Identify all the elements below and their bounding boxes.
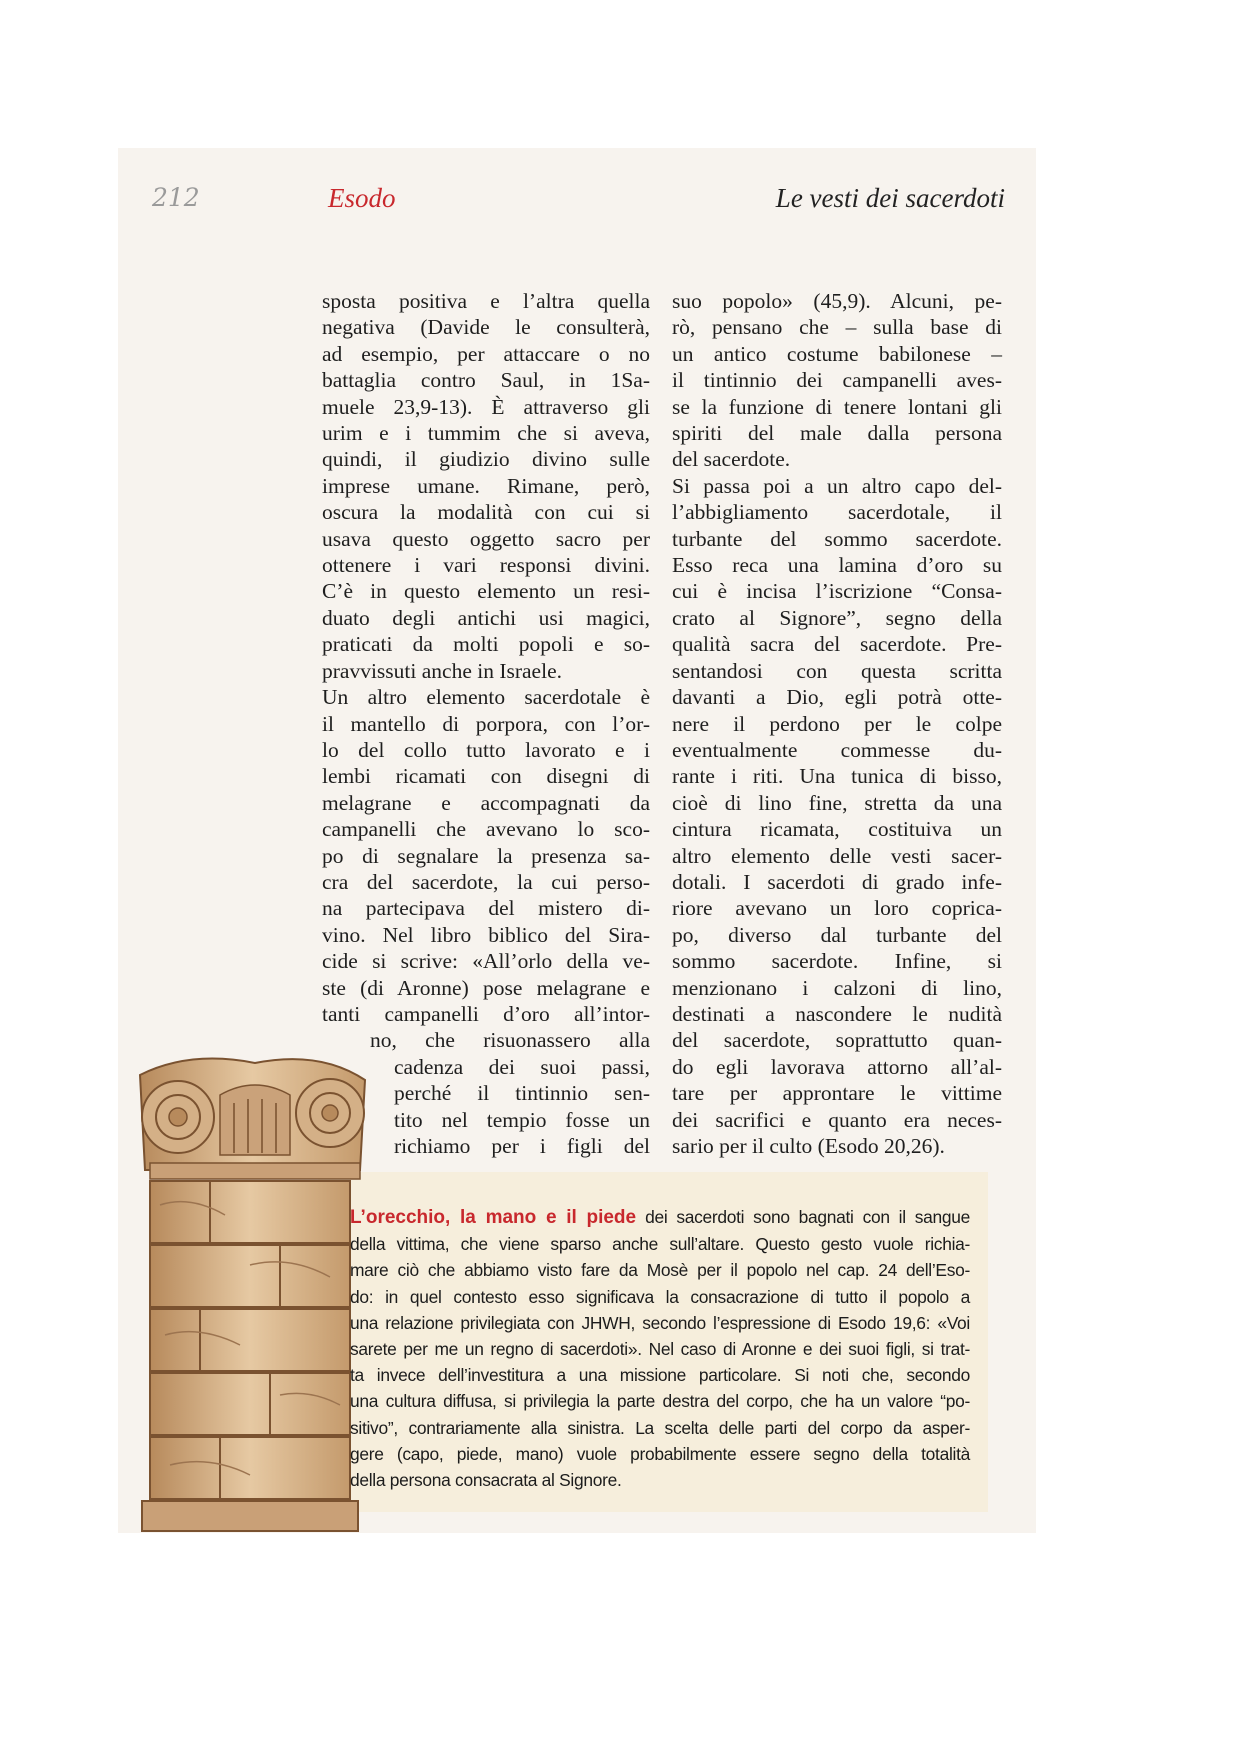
text-line: della vittima, che viene sparso anche sull’altare. Questo gesto vuole richia- xyxy=(350,1234,970,1255)
text-line: il mantello di porpora, con l’or- xyxy=(322,711,650,736)
text-line: tito nel tempio fosse un xyxy=(394,1107,650,1132)
text-line: sitivo”, contrariamente alla sinistra. La scelta delle parti del corpo da asper- xyxy=(350,1417,970,1438)
text-line: mare ciò che abbiamo visto fare da Mosè per il popolo nel cap. 24 dell’Eso- xyxy=(350,1260,970,1281)
text-line: sarete per me un regno di sacerdoti». Nel caso di Aronne e dei suoi figli, si trat- xyxy=(350,1339,970,1360)
text-line: campanelli che avevano lo sco- xyxy=(322,817,650,842)
text-line: muele 23,9-13). È attraverso gli xyxy=(322,394,650,419)
text-line: richiamo per i figli del xyxy=(394,1134,650,1158)
text-line: no, che risuonassero alla xyxy=(370,1028,650,1053)
text-line: cadenza dei suoi passi, xyxy=(394,1054,650,1079)
text-line: una relazione privilegiata con JHWH, secondo l’espressione di Esodo 19,6: «Voi xyxy=(350,1312,970,1333)
text-line: cide si scrive: «All’orlo della ve- xyxy=(322,949,650,974)
sidebar-text xyxy=(350,1204,970,1493)
book-title: Esodo xyxy=(328,183,396,213)
ionic-column-illustration xyxy=(130,1055,380,1535)
text-line: sommo sacerdote. Infine, si xyxy=(672,949,1002,974)
text-line: qualità sacra del sacerdote. Pre- xyxy=(672,632,1002,657)
text-line: del sacerdote, soprattutto quan- xyxy=(672,1028,1002,1053)
text-line: sentandosi con questa scritta xyxy=(672,658,1002,683)
text-line: na partecipava del mistero di- xyxy=(322,896,650,921)
text-line: melagrane e accompagnati da xyxy=(322,790,650,815)
text-line: negativa (Davide le consulterà, xyxy=(322,315,650,340)
text-line: nere il perdono per le colpe xyxy=(672,711,1002,736)
text-line: un antico costume babilonese – xyxy=(672,341,1002,366)
text-line: tanti campanelli d’oro all’intor- xyxy=(322,1001,650,1026)
text-line: l’abbigliamento sacerdotale, il xyxy=(672,500,1002,525)
text-line: dei sacrifici e quanto era neces- xyxy=(672,1107,1002,1132)
text-line: tare per approntare le vittime xyxy=(672,1081,1002,1106)
left-column xyxy=(322,288,650,1159)
text-line: urim e i tummim che si aveva, xyxy=(322,421,650,446)
text-line: battaglia contro Saul, in 1Sa- xyxy=(322,368,650,393)
text-line: cra del sacerdote, la cui perso- xyxy=(322,869,650,894)
text-line: spiriti del male dalla persona xyxy=(672,421,1002,446)
text-line: perché il tintinnio sen- xyxy=(394,1081,650,1106)
text-line: quindi, il giudizio divino sulle xyxy=(322,447,650,472)
text-line: rante i riti. Una tunica di bisso, xyxy=(672,764,1002,789)
text-line: suo popolo» (45,9). Alcuni, pe- xyxy=(672,289,1002,313)
text-line: C’è in questo elemento un resi- xyxy=(322,579,650,604)
text-line: sposta positiva e l’altra quella xyxy=(322,289,650,313)
text-line: crato al Signore”, segno della xyxy=(672,605,1002,630)
text-line: rò, pensano che – sulla base di xyxy=(672,315,1002,340)
text-line: gere (capo, piede, mano) vuole probabilmente essere segno della totalità xyxy=(350,1443,970,1464)
text-line: eventualmente commesse du- xyxy=(672,737,1002,762)
text-line: Esso reca una lamina d’oro su xyxy=(672,553,1002,578)
text-line: il tintinnio dei campanelli aves- xyxy=(672,368,1002,393)
text-line: ta invece dell’investitura a una missione particolare. Si noti che, secondo xyxy=(350,1365,970,1386)
text-line: cui è incisa l’iscrizione “Consa- xyxy=(672,579,1002,604)
text-line: lembi ricamati con disegni di xyxy=(322,764,650,789)
text-line: davanti a Dio, egli potrà otte- xyxy=(672,685,1002,710)
text-line: Si passa poi a un altro capo del- xyxy=(672,473,1002,498)
sidebar-lead: L’orecchio, la mano e il piede xyxy=(350,1207,637,1228)
text-line: oscura la modalità con cui si xyxy=(322,500,650,525)
text-line: ste (di Aronne) pose melagrane e xyxy=(322,975,650,1000)
text-line: menzionano i calzoni di lino, xyxy=(672,975,1002,1000)
text-line: praticati da molti popoli e so- xyxy=(322,632,650,657)
text-line: altro elemento delle vesti sacer- xyxy=(672,843,1002,868)
text-line: riore avevano un loro coprica- xyxy=(672,896,1002,921)
text-line: po di segnalare la presenza sa- xyxy=(322,843,650,868)
text-line xyxy=(350,1204,970,1231)
text-line: destinati a nascondere le nudità xyxy=(672,1001,1002,1026)
right-column xyxy=(672,288,1002,1159)
text-line: Un altro elemento sacerdotale è xyxy=(322,685,650,710)
text-line: se la funzione di tenere lontani gli xyxy=(672,394,1002,419)
text-line: ad esempio, per attaccare o no xyxy=(322,341,650,366)
section-title: Le vesti dei sacerdoti xyxy=(775,183,1005,213)
text-fragment: dei sacerdoti sono bagnati con il sangue xyxy=(636,1207,971,1227)
text-line: dotali. I sacerdoti di grado infe- xyxy=(672,869,1002,894)
text-line: cintura ricamata, costituiva un xyxy=(672,817,1002,842)
text-line: della persona consacrata al Signore. xyxy=(350,1470,622,1491)
text-line: po, diverso dal turbante del xyxy=(672,922,1002,947)
text-line: sario per il culto (Esodo 20,26). xyxy=(672,1134,945,1158)
text-line: ottenere i vari responsi divini. xyxy=(322,553,650,578)
text-line: una cultura diffusa, si privilegia la parte destra del corpo, che ha un valore “po- xyxy=(350,1391,970,1412)
text-line: cioè di lino fine, stretta da una xyxy=(672,790,1002,815)
text-line: del sacerdote. xyxy=(672,447,791,472)
text-line: vino. Nel libro biblico del Sira- xyxy=(322,922,650,947)
text-line: lo del collo tutto lavorato e i xyxy=(322,737,650,762)
text-line: imprese umane. Rimane, però, xyxy=(322,473,650,498)
text-line: pravvissuti anche in Israele. xyxy=(322,658,562,683)
text-line: duato degli antichi usi magici, xyxy=(322,605,650,630)
page-number: 212 xyxy=(152,183,200,212)
text-line: do egli lavorava attorno all’al- xyxy=(672,1054,1002,1079)
text-line: turbante del sommo sacerdote. xyxy=(672,526,1002,551)
text-line: usava questo oggetto sacro per xyxy=(322,526,650,551)
text-line: do: in quel contesto esso significava la consacrazione di tutto il popolo a xyxy=(350,1286,970,1307)
